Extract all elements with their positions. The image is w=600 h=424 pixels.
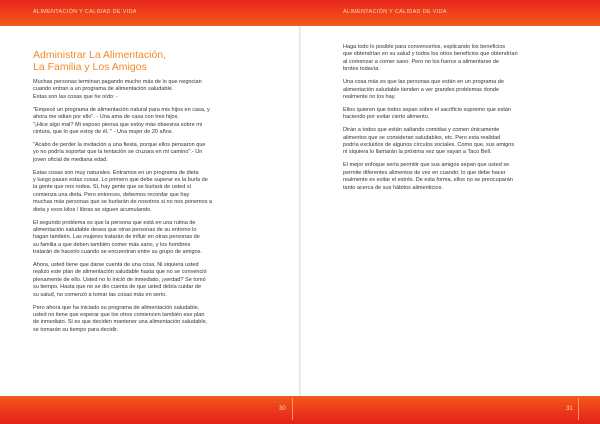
left-page-body: [33, 44, 269, 340]
page-spine: [299, 26, 301, 396]
paragraph: El segundo problema es que la persona que está en una rutina de alimentación saludable desea que otras personas de su entorno lo hagan también. Las mujeres tratarán de influir en otras personas de su familia a que deben también comer más sano, y los hombres tratarán de hacerlo cuando se encuentran entre su grupo de amigos.: [33, 219, 202, 256]
page-number-left: 30: [279, 406, 286, 412]
paragraph: Pero ahora que ha iniciado su programa de alimentación saludable, usted no tiene que esperar que los otros comiencen también ese plan de inmediato. Si es que deciden mantener una alimentación saludable, se tomarán su tiempo para decidir.: [33, 304, 208, 333]
running-header-left: ALIMENTACIÓN Y CALIDAD DE VIDA: [33, 9, 137, 15]
right-page-body: [343, 44, 573, 197]
title-line-1: Administrar La Alimentación,: [33, 49, 167, 61]
paragraph: Una cosa más es que las personas que están en un programa de alimentación saludable tienden a ver grandes problemas donde realmente no los hay.: [343, 79, 504, 100]
footer-divider-right: [578, 398, 579, 420]
paragraph: Dirán a todos que están saltando comidas y comen únicamente alimentos que se consideran saludables, etc. Pero esta realidad podría excluirlos de algunos círculos sociales. Como que, sus amigos ni siquiera lo llamarán la próxima vez que vayan a Taco Bell.: [343, 127, 515, 156]
footer-divider-left: [292, 398, 293, 420]
paragraph: Haga todo lo posible para convencerlos, explicando los beneficios que obtendrían en su salud y todos los otros beneficios que obtendrían al comenzar a comer sano. Pero no los fuerce a alimentarse de brotes todavía.: [343, 44, 518, 73]
paragraph: Estas cosas son muy naturales. Entramos en un programa de dieta y luego pasan estas cosas. Lo primero que debe superar es la burla de la gente que nos rodea. Sí, hay gente que se burlará de usted si comienza una dieta. Pero entonces, debemos recordar que hay muchas más personas que se burlarán de nosotros si no nos ponemos a dieta y esos kilos / libras se siguen acumulando.: [33, 169, 213, 213]
paragraph: "Empecé un programa de alimentación natural para mis hijos en casa, y ahora me odian por ello". - Una ama de casa con tres hijos. "¡Hice algo mal? Mi esposo piensa que estoy más obsesiva sobre mi cintura, que lo que estoy de él. " - Una mujer de 20 años.: [33, 106, 210, 135]
footer-bar: [0, 396, 600, 424]
running-header-right: ALIMENTACIÓN Y CALIDAD DE VIDA: [343, 9, 447, 15]
page-title: [33, 50, 269, 73]
page-number-right: 31: [566, 406, 573, 412]
title-line-2: La Familia y Los Amigos: [33, 60, 147, 73]
paragraph: Muchas personas terminan pagando mucho más de lo que negocian cuando entran a un programa de alimentación saludable. Estas son las cosas que he oído: -: [33, 79, 202, 100]
paragraph: "Acabo de perder la invitación a una fiesta, porque ellos pensaron que yo no podría soportar que la tentación se cruzara en mi camino".- Un joven oficial de mediana edad.: [33, 141, 206, 163]
header-bar: [0, 0, 600, 26]
paragraph: Ahora, usted tiene que darse cuenta de una cosa. Ni siquiera usted realizo este plan de alimentación saludable hasta que no se convenció plenamente de ello. Usted no lo inició de inmediato, ¡verdad? Se tomó su tiempo. Hasta que no se dio cuenta de que usted debía cuidar de su salud, no comenzó a tomar las cosas más en serio.: [33, 262, 207, 298]
paragraph: El mejor enfoque sería permitir que sus amigos sepan que usted se permite diferentes alimentos de vez en cuando; lo que debe hacer realmente es evitar el estrés. De esta forma, ellos no se preocuparán tanto acerca de sus hábitos alimenticios.: [343, 162, 513, 191]
paragraph: Ellos quieren que todos sepan sobre el sacrificio supremo que están haciendo por evitar cierto alimento.: [343, 106, 512, 121]
